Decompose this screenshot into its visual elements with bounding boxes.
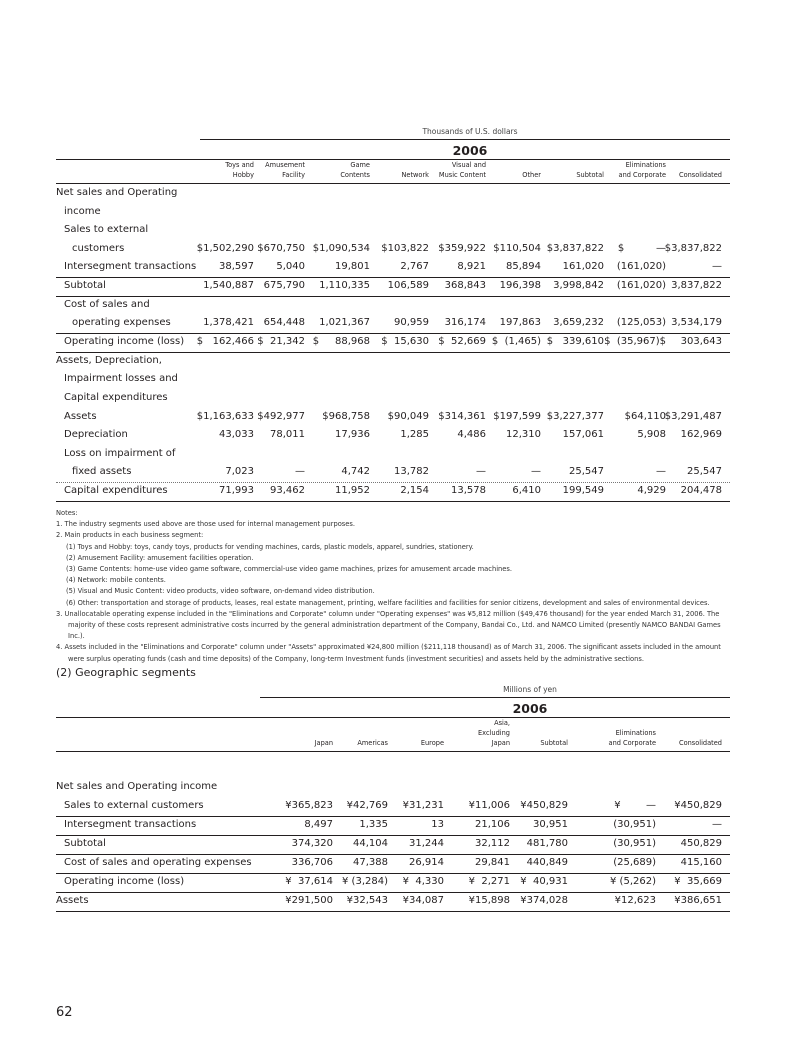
table2-col-header-line xyxy=(392,718,444,728)
table1-row-label: Net sales and Operating xyxy=(56,187,178,198)
table1-cell: $ 52,669 xyxy=(438,336,486,347)
table2-col-header-line: Consolidated xyxy=(678,739,722,747)
table1-cell: 368,843 xyxy=(444,280,486,291)
table2-col-header xyxy=(263,718,333,748)
table2-year: 2006 xyxy=(512,701,548,716)
table1-cell: 162,969 xyxy=(680,429,722,440)
table1-cell: 71,993 xyxy=(219,485,254,496)
table1-col-header-line: Contents xyxy=(340,171,370,179)
table1-cell: $1,163,633 xyxy=(196,411,254,422)
table1-cell: $110,504 xyxy=(493,243,541,254)
table1-cell: $3,227,377 xyxy=(546,411,604,422)
notes-block xyxy=(56,508,736,665)
table2-cell: ¥12,623 xyxy=(614,895,656,906)
table2-cell: ¥ 37,614 xyxy=(285,876,333,887)
note-2-item: (3) Game Contents: home-use video game software, commercial-use video game machines, prizes for amusement arcade machines. xyxy=(66,565,513,574)
table1-col-header xyxy=(424,160,486,180)
table1-cell: 3,659,232 xyxy=(553,317,604,328)
table1-cell: $ 15,630 xyxy=(381,336,429,347)
table1-year: 2006 xyxy=(452,143,488,158)
table1-col-header-line: Amusement xyxy=(265,161,305,169)
table2-cell: ¥15,898 xyxy=(468,895,510,906)
table2-row-label: Cost of sales and operating expenses xyxy=(64,857,252,868)
table1-cell: 5,908 xyxy=(637,429,666,440)
table1-cell: 85,894 xyxy=(506,261,541,272)
table1-col-header-line xyxy=(546,160,604,170)
table1-cell: 8,921 xyxy=(457,261,486,272)
table2-cell: 374,320 xyxy=(291,838,333,849)
table2-col-header xyxy=(450,718,510,748)
table1-cell: $ (35,967)$ xyxy=(604,336,666,347)
table1-cell: 1,378,421 xyxy=(203,317,254,328)
table2-cell: 21,106 xyxy=(475,819,510,830)
table2-cell: ¥34,087 xyxy=(402,895,444,906)
table1-row-label: fixed assets xyxy=(72,466,132,477)
table1-cell: 196,398 xyxy=(499,280,541,291)
table1-cell: $ 339,610 xyxy=(546,336,604,347)
table2-col-header-line: Asia, xyxy=(494,719,510,727)
table2-cell: 32,112 xyxy=(475,838,510,849)
table1-col-header xyxy=(194,160,254,180)
table1-cell: 161,020 xyxy=(562,261,604,272)
table2-col-header xyxy=(392,718,444,748)
table1-cell: $1,090,534 xyxy=(312,243,370,254)
table1-cell: — xyxy=(656,466,666,477)
table1-cell: 1,110,335 xyxy=(319,280,370,291)
table1-cell: 13,578 xyxy=(451,485,486,496)
table2-cell: 31,244 xyxy=(409,838,444,849)
table1-cell: 13,782 xyxy=(394,466,429,477)
table1-col-header-line: Network xyxy=(401,171,429,179)
table1-col-header-line: Hobby xyxy=(232,171,254,179)
table2-cell: 8,497 xyxy=(304,819,333,830)
table1-cell: $968,758 xyxy=(322,411,370,422)
table2-cell: ¥374,028 xyxy=(520,895,568,906)
note-2: 2. Main products in each business segment: xyxy=(56,531,204,540)
table2-cell: 481,780 xyxy=(526,838,568,849)
table1-cell: 1,285 xyxy=(400,429,429,440)
table2-col-header-line xyxy=(576,718,656,728)
table1-row-label: Loss on impairment of xyxy=(64,448,176,459)
table2-col-header-line xyxy=(510,718,568,728)
table1-cell: 654,448 xyxy=(263,317,305,328)
table1-row-label: Intersegment transactions xyxy=(64,261,197,272)
table2-cell: ¥386,651 xyxy=(674,895,722,906)
table1-cell: 157,061 xyxy=(562,429,604,440)
table2-cell: (30,951) xyxy=(613,838,656,849)
table1-col-header xyxy=(602,160,666,180)
table1-row-rule xyxy=(56,352,730,353)
table1-cell: 316,174 xyxy=(444,317,486,328)
table1-col-header xyxy=(308,160,370,180)
table1-col-header xyxy=(546,160,604,180)
table1-col-header-line: Eliminations xyxy=(625,161,666,169)
table1-cell: $670,750 xyxy=(257,243,305,254)
table1-cell: 1,021,367 xyxy=(319,317,370,328)
table1-row-label: Capital expenditures xyxy=(64,392,168,403)
table1-cell: $3,837,822 xyxy=(546,243,604,254)
table2-col-header-line xyxy=(510,728,568,738)
table2-col-header-line: Europe xyxy=(420,739,444,747)
page-number: 62 xyxy=(56,1005,73,1020)
table1-row-label: customers xyxy=(72,243,125,254)
table1-cell: 11,952 xyxy=(335,485,370,496)
table2-cell: 440,849 xyxy=(526,857,568,868)
table1-cell: 25,547 xyxy=(687,466,722,477)
table1-col-header-line: Game xyxy=(350,161,370,169)
note-2-item: (4) Network: mobile contents. xyxy=(66,576,166,585)
table1-cell: 12,310 xyxy=(506,429,541,440)
table2-cell: ¥42,769 xyxy=(346,800,388,811)
table1-row-rule xyxy=(56,333,730,334)
table1-row-label: operating expenses xyxy=(72,317,171,328)
table2-cell: ¥450,829 xyxy=(520,800,568,811)
table1-row-rule xyxy=(56,501,730,502)
table2-col-header-line: Japan xyxy=(314,739,333,747)
table2-cell: ¥ 2,271 xyxy=(468,876,510,887)
table1-cell: $64,110 xyxy=(624,411,666,422)
table1-cell: $359,922 xyxy=(438,243,486,254)
table1-col-header-line xyxy=(662,160,722,170)
table1-cell: 78,011 xyxy=(270,429,305,440)
table1-cell: 17,936 xyxy=(335,429,370,440)
table1-col-header-line: Facility xyxy=(282,171,305,179)
table2-row-label: Assets xyxy=(56,895,89,906)
table1-cell: 90,959 xyxy=(394,317,429,328)
table2-cell: 336,706 xyxy=(291,857,333,868)
table1-row-rule xyxy=(56,277,730,278)
table1-cell: $ — xyxy=(617,243,666,254)
table2-cell: 29,841 xyxy=(475,857,510,868)
table1-cell: 3,534,179 xyxy=(671,317,722,328)
table2-cell: ¥450,829 xyxy=(674,800,722,811)
table2-col-header xyxy=(336,718,388,748)
table1-cell: — xyxy=(476,466,486,477)
table1-cell: 38,597 xyxy=(219,261,254,272)
table2-cell: ¥ — xyxy=(614,800,656,811)
table1-row-rule xyxy=(56,482,730,483)
table2-cell: 1,335 xyxy=(359,819,388,830)
table1-cell: — xyxy=(712,261,722,272)
table1-col-header-line: Subtotal xyxy=(576,171,604,179)
table1-cell: 4,929 xyxy=(637,485,666,496)
note-4: 4. Assets included in the "Eliminations and Corporate" column under "Assets" approximated ¥24,800 million ($211,118 thousand) as of March 31, 2006. The significant assets included in the amount were surplus operating funds (cash and time deposits) of the Company, long-term Investment funds (investment securities) and assets held by the administrative sections. xyxy=(56,643,721,663)
table1-row-label: Sales to external xyxy=(64,224,149,235)
table2-col-header-line xyxy=(336,718,388,728)
table1-cell: 19,801 xyxy=(335,261,370,272)
table2-cell: ¥291,500 xyxy=(285,895,333,906)
table1-row-label: Capital expenditures xyxy=(64,485,168,496)
table1-cell: 7,023 xyxy=(225,466,254,477)
table1-cell: 4,486 xyxy=(457,429,486,440)
table2-cell: 415,160 xyxy=(680,857,722,868)
table1-cell: — xyxy=(531,466,541,477)
table2-row-label: Subtotal xyxy=(64,838,106,849)
table1-cell: 93,462 xyxy=(270,485,305,496)
table1-cell: 3,998,842 xyxy=(553,280,604,291)
table1-cell: 1,540,887 xyxy=(203,280,254,291)
table1-col-header-line: Music Content xyxy=(438,171,486,179)
table2-cell: 26,914 xyxy=(409,857,444,868)
table1-row-label: Cost of sales and xyxy=(64,299,150,310)
table2-cell: ¥31,231 xyxy=(402,800,444,811)
table2-row-label: Operating income (loss) xyxy=(64,876,185,887)
table1-cell: 43,033 xyxy=(219,429,254,440)
table2-col-header-line: and Corporate xyxy=(608,739,656,747)
table2-col-header-line: Subtotal xyxy=(540,739,568,747)
table1-col-header-line: Consolidated xyxy=(678,171,722,179)
table2-cell: ¥ (3,284) xyxy=(342,876,388,887)
table2-row-label: Sales to external customers xyxy=(64,800,204,811)
table1-col-header xyxy=(375,160,429,180)
table1-cell: $197,599 xyxy=(493,411,541,422)
table2-col-header xyxy=(660,718,722,748)
table1-cell: — xyxy=(295,466,305,477)
table2-cell: ¥32,543 xyxy=(346,895,388,906)
table2-header-rule xyxy=(56,751,730,752)
table1-cell: 2,154 xyxy=(400,485,429,496)
note-2-item: (1) Toys and Hobby: toys, candy toys, products for vending machines, cards, plastic models, apparel, sundries, stationery. xyxy=(66,542,474,551)
table1-cell: $ 88,968 xyxy=(312,336,370,347)
table2-cell: 450,829 xyxy=(680,838,722,849)
table2-col-header-line xyxy=(263,718,333,728)
table1-col-header-line: Other xyxy=(522,171,541,179)
table1-cell: $ 21,342 xyxy=(257,336,305,347)
table2-cell: ¥ 4,330 xyxy=(402,876,444,887)
table1-col-header-line: Visual and xyxy=(451,161,486,169)
table1-row-label: Subtotal xyxy=(64,280,106,291)
table1-cell: $1,502,290 xyxy=(196,243,254,254)
table1-cell: 25,547 xyxy=(569,466,604,477)
table1-row-label: Depreciation xyxy=(64,429,128,440)
table2-row-label: Intersegment transactions xyxy=(64,819,197,830)
table1-cell: $ (1,465) xyxy=(491,336,541,347)
table1-row-label: income xyxy=(64,206,101,217)
table1-cell: 303,643 xyxy=(680,336,722,347)
table2-row-label: Net sales and Operating income xyxy=(56,781,218,792)
table2-col-header-line: Japan xyxy=(491,739,510,747)
table2-cell: ¥ 35,669 xyxy=(674,876,722,887)
table1-cell: 3,837,822 xyxy=(671,280,722,291)
table2-row-rule xyxy=(56,816,730,817)
table1-row-rule xyxy=(56,296,730,297)
table1-cell: 5,040 xyxy=(276,261,305,272)
table2-col-header-line: Eliminations xyxy=(615,729,656,737)
table1-col-header-line: and Corporate xyxy=(618,171,666,179)
table1-cell: 106,589 xyxy=(387,280,429,291)
table1-row-label: Operating income (loss) xyxy=(64,336,185,347)
table2-col-header-line: Excluding xyxy=(478,729,510,737)
table2-unit: Millions of yen xyxy=(503,685,557,694)
table1-cell: 204,478 xyxy=(680,485,722,496)
note-1: 1. The industry segments used above are those used for internal management purposes. xyxy=(56,520,356,529)
table2-cell: 13 xyxy=(431,819,444,830)
table1-cell: 197,863 xyxy=(499,317,541,328)
note-3: 3. Unallocatable operating expense included in the "Eliminations and Corporate" column under "Operating expenses" was ¥5,812 million ($49,476 thousand) for the year ended March 31, 2006. The majority of these costs represent administrative costs incurred by the general administration department of the Company, Bandai Co., Ltd. and NAMCO Limited (presently NAMCO BANDAI Games Inc.). xyxy=(56,609,721,641)
table1-cell: 6,410 xyxy=(512,485,541,496)
table1-row-label: Impairment losses and xyxy=(64,373,178,384)
table2-row-rule xyxy=(56,835,730,836)
table1-cell: $90,049 xyxy=(387,411,429,422)
table1-cell: $3,291,487 xyxy=(664,411,722,422)
table1-cell: (161,020) xyxy=(616,280,666,291)
table2-col-header xyxy=(576,718,656,748)
notes-title: Notes: xyxy=(56,509,78,517)
table1-cell: 4,742 xyxy=(341,466,370,477)
table1-unit: Thousands of U.S. dollars xyxy=(422,127,518,136)
table1-cell: 675,790 xyxy=(263,280,305,291)
table1-cell: $314,361 xyxy=(438,411,486,422)
table2-col-header xyxy=(510,718,568,748)
table1-row-label: Assets, Depreciation, xyxy=(56,355,162,366)
table1-col-header xyxy=(662,160,722,180)
table2-cell: ¥11,006 xyxy=(468,800,510,811)
table2-col-header-line: Americas xyxy=(357,739,388,747)
table2-cell: ¥ (5,262) xyxy=(610,876,656,887)
table1-col-header xyxy=(247,160,305,180)
table2-cell: ¥365,823 xyxy=(285,800,333,811)
table1-header-rule xyxy=(56,183,730,184)
note-2-item: (6) Other: transportation and storage of products, leases, real estate management, printing, welfare facilities and facilities for senior citizens, development and sales of environmental devices. xyxy=(66,598,710,607)
table2-row-rule xyxy=(56,892,730,893)
note-2-item: (5) Visual and Music Content: video products, video software, on-demand video distribution. xyxy=(66,587,375,596)
table2-cell: (25,689) xyxy=(613,857,656,868)
table2-col-header-line xyxy=(660,728,722,738)
table2-col-header-line xyxy=(660,718,722,728)
table1-cell: 2,767 xyxy=(400,261,429,272)
table1-unit-rule xyxy=(200,139,730,140)
table1-cell: (125,053) xyxy=(616,317,666,328)
table1-cell: (161,020) xyxy=(616,261,666,272)
table1-row-label: Assets xyxy=(64,411,97,422)
table1-col-header xyxy=(491,160,541,180)
table2-col-header-line xyxy=(336,728,388,738)
table1-cell: 199,549 xyxy=(562,485,604,496)
table1-cell: $103,822 xyxy=(381,243,429,254)
table1-col-header-line: Toys and xyxy=(225,161,254,169)
table2-cell: — xyxy=(712,819,722,830)
table2-row-rule xyxy=(56,873,730,874)
note-2-item: (2) Amusement Facility: amusement facilities operation. xyxy=(66,553,254,562)
table1-col-header-line xyxy=(491,160,541,170)
geographic-segments-title: (2) Geographic segments xyxy=(56,666,196,679)
table2-cell: 47,388 xyxy=(353,857,388,868)
table1-cell: $3,837,822 xyxy=(664,243,722,254)
table1-cell: $ 162,466 xyxy=(196,336,254,347)
table2-cell: 44,104 xyxy=(353,838,388,849)
table2-row-rule xyxy=(56,854,730,855)
table2-row-rule xyxy=(56,911,730,912)
table1-col-header-line xyxy=(375,160,429,170)
table2-col-header-line xyxy=(392,728,444,738)
table2-col-header-line xyxy=(263,728,333,738)
table2-cell: ¥ 40,931 xyxy=(520,876,568,887)
table2-cell: (30,951) xyxy=(613,819,656,830)
table2-unit-rule xyxy=(260,697,730,698)
table1-cell: $492,977 xyxy=(257,411,305,422)
table2-cell: 30,951 xyxy=(533,819,568,830)
